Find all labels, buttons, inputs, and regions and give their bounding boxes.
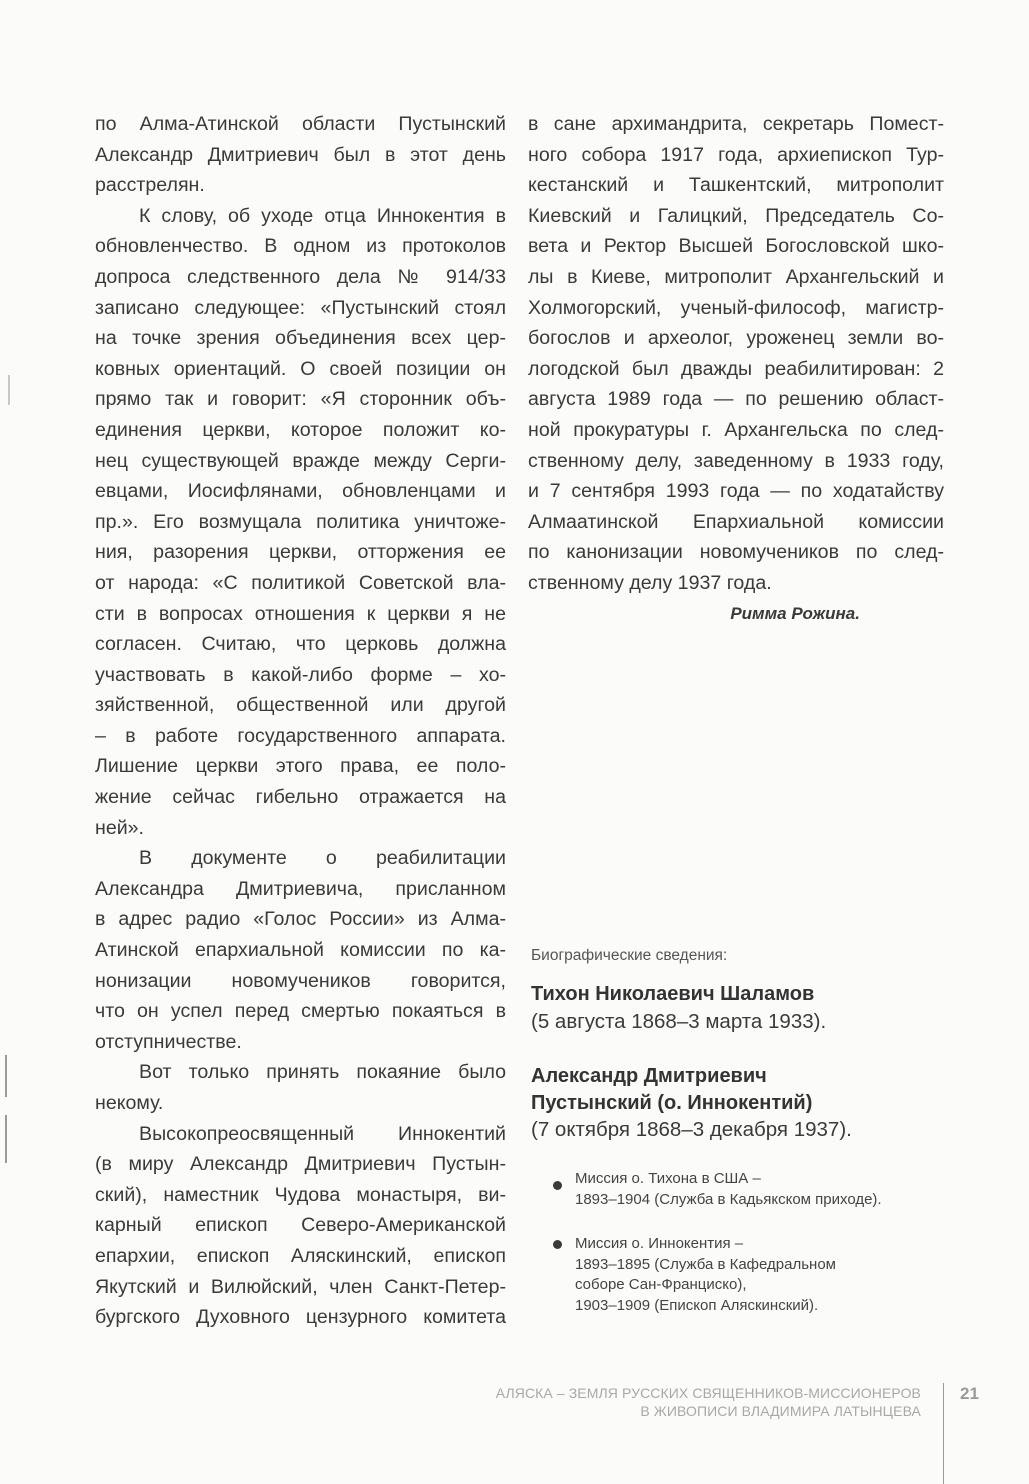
text-line: ней». <box>95 816 145 839</box>
text-line: ного собора 1917 года, архиепископ Тур- <box>528 143 944 166</box>
text-line: единения церкви, которое положит ко- <box>95 418 506 441</box>
text-line: прямо так и говорит: «Я сторонник объ- <box>95 388 506 411</box>
mission-line: 1903–1909 (Епископ Аляскинский). <box>575 1296 819 1314</box>
footer-title-line: АЛЯСКА – ЗЕМЛЯ РУССКИХ СВЯЩЕННИКОВ-МИССИОНЕРОВ <box>495 1385 921 1401</box>
text-line: в адрес радио «Голос России» из Алма- <box>95 908 506 931</box>
text-line: карный епископ Северо-Американской <box>95 1214 506 1237</box>
text-line: обновленчество. В одном из протоколов <box>95 235 506 258</box>
author-signature: Римма Рожина. <box>730 604 860 623</box>
footer-title-line: В ЖИВОПИСИ ВЛАДИМИРА ЛАТЫНЦЕВА <box>640 1402 921 1419</box>
bio-person-name: Пустынский (о. Иннокентий) <box>531 1092 813 1114</box>
text-line: от народа: «С политикой Советской вла- <box>95 571 506 594</box>
text-line: ния, разорения церкви, отторжения ее <box>95 541 506 564</box>
text-line: Александр Дмитриевич был в этот день <box>95 143 506 166</box>
text-line: Алмаатинской Епархиальной комиссии <box>528 510 944 533</box>
scan-edge-mark <box>5 1115 7 1163</box>
text-line: участвовать в какой-либо форме – хо- <box>95 663 506 686</box>
mission-line: 1893–1895 (Служба в Кафедральном <box>575 1255 836 1273</box>
text-line: Якутский и Вилюйский, член Санкт-Петер- <box>95 1275 506 1298</box>
text-line: нонизации новомучеников говорится, <box>95 969 506 992</box>
text-line: лы в Киеве, митрополит Архангельский и <box>528 265 944 288</box>
text-line: Лишение церкви этого права, ее поло- <box>95 755 506 778</box>
text-line: К слову, об уходе отца Иннокентия в <box>139 204 506 227</box>
text-line: жение сейчас гибельно отражается на <box>95 786 506 809</box>
text-line: ственному делу 1937 года. <box>528 571 772 594</box>
text-line: по Алма-Атинской области Пустынский <box>95 113 506 135</box>
mission-line: 1893–1904 (Служба в Кадьякском приходе). <box>575 1190 882 1208</box>
text-line: – в работе государственного аппарата. <box>95 724 506 747</box>
text-line: сти в вопросах отношения к церкви я не <box>95 602 506 625</box>
text-line: ский), наместник Чудова монастыря, ви- <box>95 1183 506 1206</box>
bullet-icon <box>553 1240 562 1249</box>
page-number: 21 <box>960 1384 979 1403</box>
left-column <box>95 109 506 1333</box>
mission-line: Миссия о. Тихона в США – <box>575 1170 761 1187</box>
text-line: епархии, епископ Аляскинский, епископ <box>95 1244 506 1267</box>
bio-person-dates: (5 августа 1868–3 марта 1933). <box>531 1010 827 1033</box>
text-line: зяйственной, общественной или другой <box>95 694 506 717</box>
text-line: Киевский и Галицкий, Председатель Со- <box>528 204 944 227</box>
text-line: согласен. Считаю, что церковь должна <box>95 633 506 656</box>
text-line: ковных ориентаций. О своей позиции он <box>95 357 506 380</box>
running-footer-title <box>496 1385 921 1420</box>
text-line: кестанский и Ташкентский, митрополит <box>528 174 944 197</box>
bio-person-name: Александр Дмитриевич <box>531 1065 767 1087</box>
scan-edge-mark <box>5 1055 7 1097</box>
text-line: Холмогорский, ученый-философ, магистр- <box>528 296 944 319</box>
text-line: по канонизации новомучеников по след- <box>528 541 944 564</box>
mission-line: соборе Сан-Франциско), <box>575 1276 747 1293</box>
text-line: ной прокуратуры г. Архангельска по след- <box>528 418 944 441</box>
text-line: нец существующей вражде между Серги- <box>95 449 506 472</box>
mission-item <box>575 1169 882 1210</box>
text-line: (в миру Александр Дмитриевич Пустын- <box>95 1153 506 1176</box>
right-column <box>528 109 944 599</box>
text-line: расстрелян. <box>95 174 205 197</box>
text-line: ственному делу, заведенному в 1933 году, <box>528 449 944 472</box>
text-line: Атинской епархиальной комиссии по ка- <box>95 939 506 962</box>
text-line: евцами, Иосифлянами, обновленцами и <box>95 480 506 503</box>
mission-line: Миссия о. Иннокентия – <box>575 1235 744 1252</box>
text-line: Александра Дмитриевича, присланном <box>95 877 506 900</box>
mission-item <box>575 1234 836 1316</box>
text-line: бургского Духовного цензурного комитета <box>95 1306 506 1329</box>
text-line: записано следующее: «Пустынский стоял <box>95 296 506 319</box>
text-line: пр.». Его возмущала политика уничтоже- <box>95 510 506 533</box>
text-line: и 7 сентября 1993 года — по ходатайству <box>528 480 944 503</box>
text-line: на точке зрения объединения всех цер- <box>95 327 506 350</box>
bio-person-dates: (7 октября 1868–3 декабря 1937). <box>531 1118 852 1141</box>
text-line: вета и Ректор Высшей Богословской шко- <box>528 235 944 258</box>
text-line: что он успел перед смертью покаяться в <box>95 1000 506 1023</box>
bio-person-name: Тихон Николаевич Шаламов <box>531 983 815 1005</box>
text-line: В документе о реабилитации <box>139 847 506 870</box>
bio-section-label: Биографические сведения: <box>531 947 728 964</box>
text-line: логодской был дважды реабилитирован: 2 <box>528 357 944 380</box>
text-line: Вот только принять покаяние было <box>139 1061 506 1084</box>
text-line: в сане архимандрита, секретарь Помест- <box>528 113 944 135</box>
text-line: богослов и археолог, уроженец земли во- <box>528 327 944 350</box>
text-line: Высокопреосвященный Иннокентий <box>139 1122 506 1145</box>
text-line: отступничестве. <box>95 1030 242 1053</box>
text-line: допроса следственного дела № 914/33 <box>95 265 506 288</box>
bullet-icon <box>553 1181 562 1190</box>
scan-edge-mark <box>8 375 10 405</box>
text-line: некому. <box>95 1092 164 1114</box>
footer-divider <box>943 1383 944 1484</box>
text-line: августа 1989 года — по решению област- <box>528 388 944 411</box>
